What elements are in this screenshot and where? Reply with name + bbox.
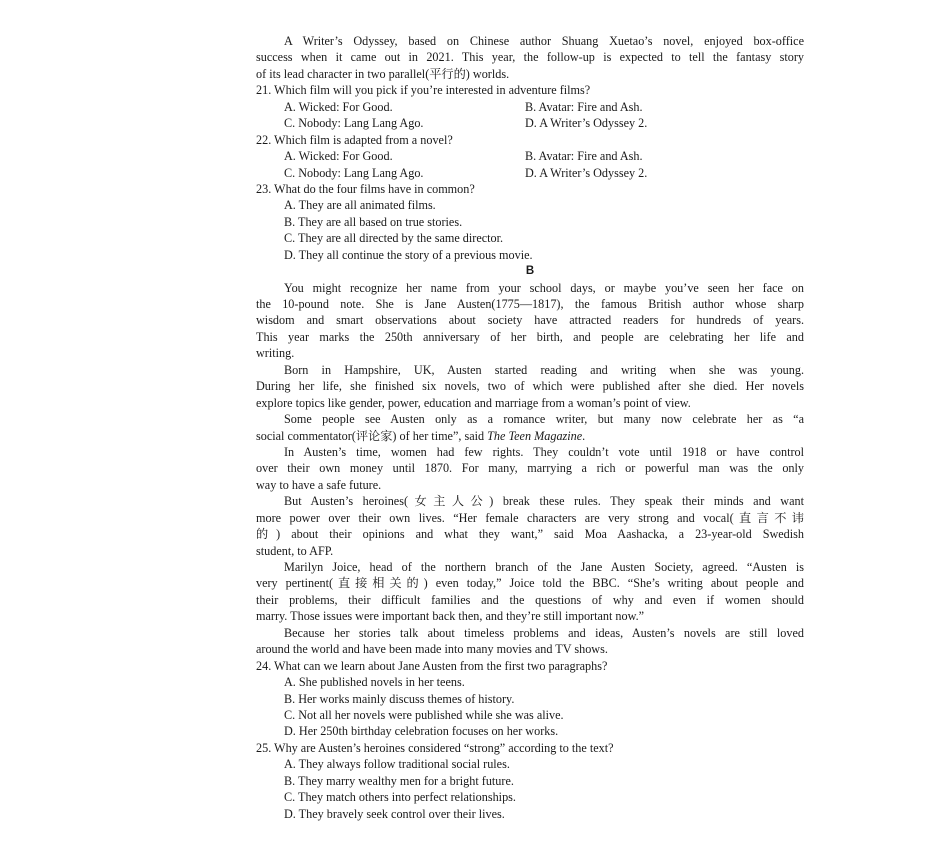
question-25-stem: 25. Why are Austen’s heroines considered “strong” according to the text? (256, 740, 614, 755)
paragraph-5-line: But Austen’s heroines(女主人公) break these rules. They speak their minds and want (284, 494, 804, 509)
question-24-stem: 24. What can we learn about Jane Austen from the first two paragraphs? (256, 658, 608, 673)
question-21-stem: 21. Which film will you pick if you’re interested in adventure films? (256, 83, 591, 98)
question-22-options-row1 (256, 148, 804, 164)
section-b-heading: B (525, 265, 535, 278)
paragraph-1-line: the 10-pound note. She is Jane Austen(1775—1817), the famous British author whose sharp (256, 297, 804, 311)
option-a: A. Wicked: For Good. (284, 149, 393, 164)
paragraph-5-line: more power over their own lives. “Her female characters are very strong and vocal(直言不讳 (256, 510, 804, 525)
passage-a-line: of its lead character in two parallel(平行的) worlds. (256, 66, 510, 81)
paragraph-7-line: Because her stories talk about timeless problems and ideas, Austen’s novels are still loved (284, 625, 804, 640)
paragraph-5-line: 的) about their opinions and what they want,” said Moa Aashacka, a 23-year-old Swedish (256, 527, 804, 542)
paragraph-3-line (256, 428, 804, 444)
passage-a-line: A Writer’s Odyssey, based on Chinese author Shuang Xuetao’s novel, enjoyed box-office (284, 34, 804, 48)
paragraph-6-line: Marilyn Joice, head of the northern branch of the Jane Austen Society, agreed. “Austen is (284, 560, 804, 574)
option-c: C. They match others into perfect relationships. (284, 790, 516, 805)
exam-page (256, 33, 804, 822)
paragraph-3-period: . (582, 428, 586, 443)
paragraph-3-line: Some people see Austen only as a romance writer, but many now celebrate her as “a (284, 412, 804, 427)
paragraph-1-line: wisdom and smart observations about society have attracted readers for hundreds of years. (256, 313, 804, 328)
option-b: B. Avatar: Fire and Ash. (525, 149, 643, 164)
paragraph-2-line: Born in Hampshire, UK, Austen started reading and writing when she was young. (284, 362, 804, 377)
paragraph-6-line: marry. Those issues were important back then, and they’re still important now.” (256, 609, 645, 624)
paragraph-7-line: around the world and have been made into many movies and TV shows. (256, 642, 608, 657)
passage-a-line: success when it came out in 2021. This year, the follow-up is expected to tell the fantasy story (256, 50, 804, 65)
paragraph-5-line: student, to AFP. (256, 543, 334, 558)
paragraph-3-text: social commentator(评论家) of her time”, said (256, 428, 488, 443)
option-a: A. She published novels in her teens. (284, 675, 465, 690)
question-21-options-row2 (256, 115, 804, 131)
paragraph-4-line: In Austen’s time, women had few rights. They couldn’t vote until 1918 or have control (284, 444, 804, 459)
question-22-stem: 22. Which film is adapted from a novel? (256, 132, 453, 147)
option-c: C. They are all directed by the same director. (284, 231, 504, 246)
paragraph-2-line: During her life, she finished six novels, two of which were published after she died. Her novels (256, 379, 804, 394)
option-d: D. A Writer’s Odyssey 2. (525, 165, 648, 180)
option-b: B. They are all based on true stories. (284, 214, 463, 229)
paragraph-6-line: their problems, their difficult families and the questions of why and even if women should (256, 592, 804, 607)
option-c: C. Nobody: Lang Lang Ago. (284, 165, 424, 180)
option-b: B. Her works mainly discuss themes of history. (284, 691, 515, 706)
option-a: A. They are all animated films. (284, 198, 436, 213)
magazine-title: The Teen Magazine (487, 428, 583, 443)
paragraph-1-line: This year marks the 250th anniversary of her birth, and people are celebrating her life and (256, 329, 804, 344)
option-d: D. A Writer’s Odyssey 2. (525, 116, 648, 131)
option-c: C. Nobody: Lang Lang Ago. (284, 116, 424, 131)
option-b: B. Avatar: Fire and Ash. (525, 99, 643, 114)
paragraph-1-line: You might recognize her name from your school days, or maybe you’ve seen her face on (284, 280, 804, 295)
option-a: A. They always follow traditional social rules. (284, 757, 510, 772)
option-c: C. Not all her novels were published while she was alive. (284, 707, 564, 722)
paragraph-2-line: explore topics like gender, power, education and marriage from a woman’s point of view. (256, 395, 691, 410)
question-21-options-row1 (256, 99, 804, 115)
question-22-options-row2 (256, 165, 804, 181)
paragraph-1-line: writing. (256, 346, 295, 361)
paragraph-6-line: very pertinent(直接相关的) even today,” Joice told the BBC. “She’s writing about people and (256, 576, 804, 591)
question-23-stem: 23. What do the four films have in common? (256, 181, 475, 196)
option-d: D. They all continue the story of a previous movie. (284, 247, 533, 262)
option-d: D. Her 250th birthday celebration focuses on her works. (284, 724, 559, 739)
paragraph-4-line: way to have a safe future. (256, 477, 382, 492)
option-b: B. They marry wealthy men for a bright future. (284, 773, 514, 788)
option-d: D. They bravely seek control over their lives. (284, 806, 505, 821)
option-a: A. Wicked: For Good. (284, 99, 393, 114)
paragraph-4-line: over their own money until 1870. For many, marrying a rich or powerful man was the only (256, 461, 804, 476)
